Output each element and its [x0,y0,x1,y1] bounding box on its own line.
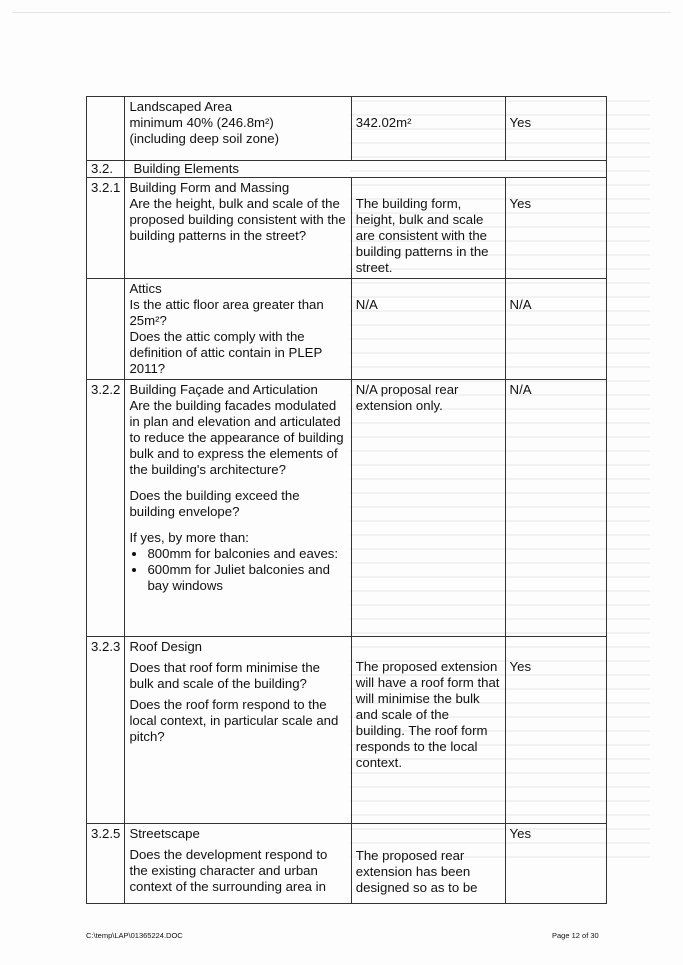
table-row-attics [87,279,607,380]
clause-number [87,279,125,380]
compliance-text: Yes [509,659,532,674]
clause-question: If yes, by more than: [129,530,249,545]
clause-number: 3.2.2 [87,380,125,637]
clause-question: Does the roof form respond to the local context, in particular scale and pitch? [129,697,339,744]
assessment-table [86,96,607,904]
cell-requirement [125,279,351,380]
page-top-rule [12,12,671,13]
cell-comment [351,380,505,637]
cell-comment [351,279,505,380]
compliance-text: N/A [509,382,532,397]
cell-compliance [505,279,606,380]
cell-comment [351,97,505,161]
table-row-landscaped-area [87,97,607,161]
cell-requirement [125,380,351,637]
exception-list [129,546,346,594]
section-title: Building Elements [125,161,607,178]
requirement-line: (including deep soil zone) [129,131,279,146]
footer-file-path: C:\temp\LAP\01365224.DOC [86,931,183,940]
clause-title: Streetscape [129,826,200,841]
clause-question: Are the building facades modulated in plan and elevation and articulated to reduce the appearance of building bulk and to express the elements of the building's architecture? [129,398,344,477]
clause-question: Are the height, bulk and scale of the proposed building consistent with the building patterns in the street? [129,196,346,243]
footer-page-number: Page 12 of 30 [552,931,599,940]
compliance-text: N/A [509,297,532,312]
cell-requirement [125,824,351,904]
clause-question: Is the attic floor area greater than 25m²? [129,297,324,328]
cell-comment [351,824,505,904]
clause-question: Does the development respond to the existing character and urban context of the surrounding area in [129,847,328,894]
cell-compliance [505,637,606,824]
clause-title: Building Façade and Articulation [129,382,318,397]
table-row-roof-design [87,637,607,824]
comment-text: The proposed rear extension has been designed so as to be [355,848,478,895]
comment-text: N/A proposal rear extension only. [355,382,459,413]
cell-number [87,97,125,161]
table-row-building-form [87,178,607,279]
cell-requirement [125,637,351,824]
clause-number: 3.2.3 [87,637,125,824]
comment-text: N/A [355,297,378,312]
requirement-line: minimum 40% (246.8m²) [129,115,274,130]
compliance-text: Yes [509,115,532,130]
comment-text: The building form, height, bulk and scale are consistent with the building patterns in the street. [355,196,489,275]
compliance-text: Yes [509,826,532,841]
clause-question: Does the attic comply with the definition of attic contain in PLEP 2011? [129,329,323,376]
clause-number: 3.2.5 [87,824,125,904]
clause-number: 3.2.1 [87,178,125,279]
cell-compliance [505,178,606,279]
clause-title: Roof Design [129,639,203,654]
cell-requirement [125,178,351,279]
clause-question: Does that roof form minimise the bulk and scale of the building? [129,660,320,691]
table-row-section-header [87,161,607,178]
cell-compliance [505,824,606,904]
cell-requirement [125,97,351,161]
cell-comment [351,637,505,824]
requirement-line: Landscaped Area [129,99,233,114]
cell-compliance [505,97,606,161]
cell-comment [351,178,505,279]
clause-title: Building Form and Massing [129,180,290,195]
cell-compliance [505,380,606,637]
comment-text: The proposed extension will have a roof form that will minimise the bulk and scale of the building. The roof form responds to the local context. [355,659,500,770]
clause-title: Attics [129,281,162,296]
list-item: • 600mm for Juliet balconies and bay windows [147,562,346,594]
compliance-text: Yes [509,196,532,211]
comment-text: 342.02m² [355,115,412,130]
clause-question: Does the building exceed the building envelope? [129,488,300,519]
section-number: 3.2. [87,161,125,178]
table-row-streetscape [87,824,607,904]
table-row-facade [87,380,607,637]
list-item: • 800mm for balconies and eaves: [147,546,346,562]
